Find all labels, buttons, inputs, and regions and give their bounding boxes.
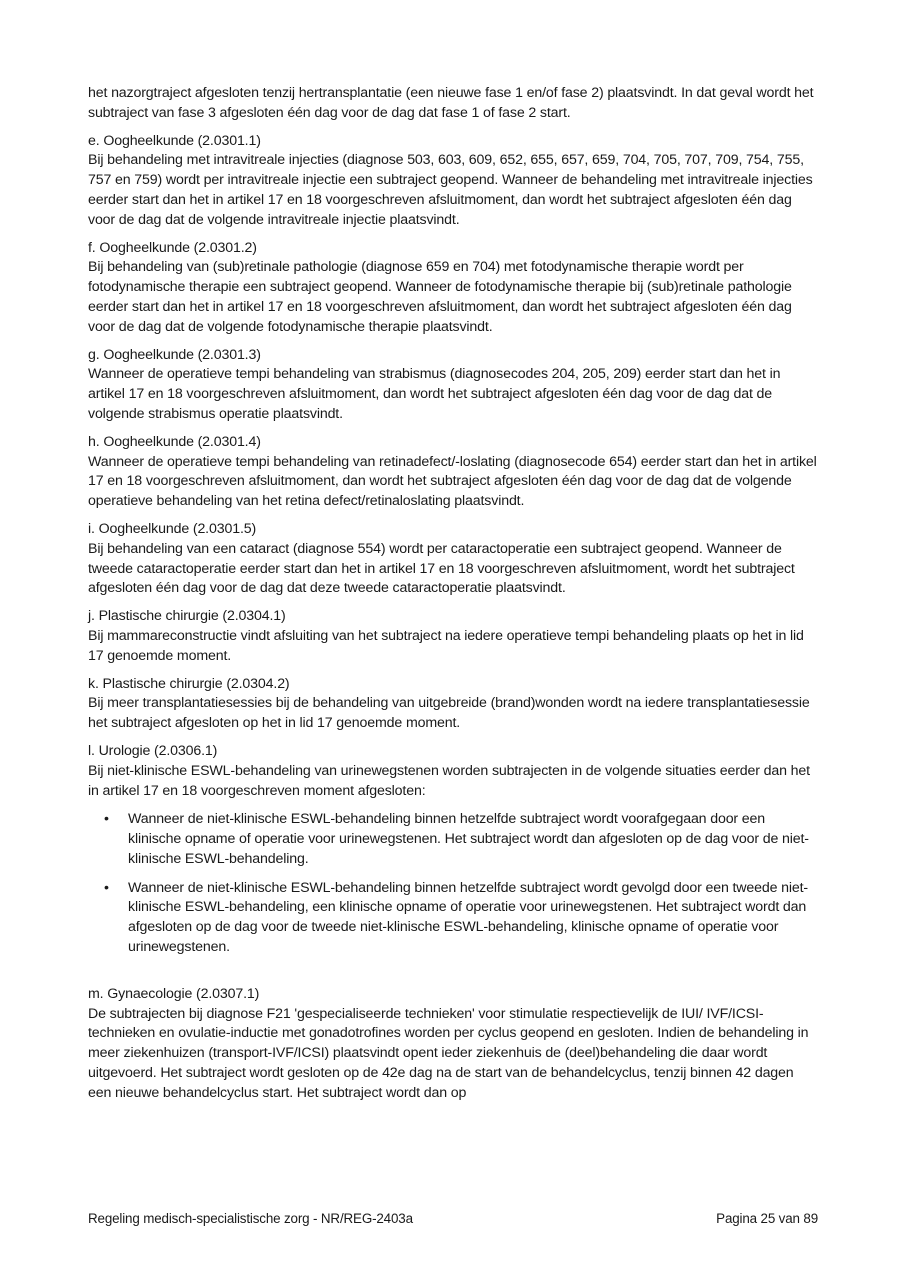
spacer bbox=[88, 967, 818, 985]
list-item-text: Wanneer de niet-klinische ESWL-behandeling binnen hetzelfde subtraject wordt voorafgegaan door een klinische opname of operatie voor urinewegstenen. Het subtraject wordt dan afgesloten op de dag voor de niet-klinische ESWL-behandeling. bbox=[128, 811, 809, 867]
section-heading: j. Plastische chirurgie (2.0304.1) bbox=[88, 608, 286, 625]
section-body: Bij niet-klinische ESWL-behandeling van urinewegstenen worden subtrajecten in de volgende situaties eerder dan het in artikel 17 en 18 voorgeschreven moment afgesloten: bbox=[88, 762, 810, 799]
bullet-icon: • bbox=[104, 879, 109, 896]
section-body: Wanneer de operatieve tempi behandeling van strabismus (diagnosecodes 204, 205, 209) eerder start dan het in artikel 17 en 18 voorgeschreven afsluitmoment, dan wordt het subtraject afgesloten één dag voor de dag dat de volgende strabismus operatie plaatsvindt. bbox=[88, 366, 781, 422]
section-l bbox=[88, 742, 818, 958]
intro-paragraph: het nazorgtraject afgesloten tenzij hertransplantatie (een nieuwe fase 1 en/of fase 2) plaatsvindt. In dat geval wordt het subtraject van fase 3 afgesloten één dag voor de dag dat fase 1 of fase 2 start. bbox=[88, 85, 814, 121]
section-body: Wanneer de operatieve tempi behandeling van retinadefect/-loslating (diagnosecode 654) eerder start dan het in artikel 17 en 18 voorgeschreven afsluitmoment, dan wordt het subtraject afgesloten één dag voor de dag dat de volgende operatieve behandeling van het retina defect/retinaloslating plaatsvindt. bbox=[88, 453, 817, 510]
section-k bbox=[88, 675, 818, 734]
bullet-icon: • bbox=[104, 811, 109, 828]
section-body: Bij behandeling met intravitreale injecties (diagnose 503, 603, 609, 652, 655, 657, 659, 704, 705, 707, 709, 754, 755, 757 en 759) wordt per intravitreale injectie een subtraject geopend. Wanneer de behandeling met intravitreale injecties eerder start dan het in artikel 17 en 18 voorgeschreven afsluitmoment, dan wordt het subtraject afgesloten één dag voor de dag dat de volgende intravitreale injectie plaatsvindt. bbox=[88, 152, 813, 228]
list-item-text: Wanneer de niet-klinische ESWL-behandeling binnen hetzelfde subtraject wordt gevolgd door een tweede niet-klinische ESWL-behandeling, een klinische opname of operatie voor urinewegstenen. Het subtraject wordt dan afgesloten op de dag voor de tweede niet-klinische ESWL-behandeling, klinische opname of operatie voor urinewegstenen. bbox=[128, 879, 808, 956]
footer-document-title: Regeling medisch-specialistische zorg - NR/REG-2403a bbox=[88, 1211, 413, 1226]
page-number: Pagina 25 van 89 bbox=[716, 1211, 818, 1226]
document-page bbox=[88, 84, 818, 1112]
section-heading: e. Oogheelkunde (2.0301.1) bbox=[88, 132, 261, 149]
section-body: De subtrajecten bij diagnose F21 'gespecialiseerde technieken' voor stimulatie respectievelijk de IUI/ IVF/ICSI-technieken en ovulatie-inductie met gonadotrofines worden per cyclus geopend en gesloten. Indien de behandeling in meer ziekenhuizen (transport-IVF/ICSI) plaatsvindt opent ieder ziekenhuis de (deel)behandeling die daar wordt uitgevoerd. Het subtraject wordt gesloten op de 42e dag na de start van de behandelcyclus, tenzij binnen 42 dagen een nieuwe behandelcyclus start. Het subtraject wordt dan op bbox=[88, 1005, 809, 1101]
section-h bbox=[88, 433, 818, 512]
section-heading: l. Urologie (2.0306.1) bbox=[88, 742, 218, 759]
section-body: Bij meer transplantatiesessies bij de behandeling van uitgebreide (brand)wonden wordt na iedere transplantatiesessie het subtraject afgesloten op het in lid 17 genoemde moment. bbox=[88, 695, 810, 732]
section-i bbox=[88, 520, 818, 599]
section-body: Bij behandeling van een cataract (diagnose 554) wordt per cataractoperatie een subtraject geopend. Wanneer de tweede cataractoperatie eerder start dan het in artikel 17 en 18 voorgeschreven afsluitmoment, wordt het subtraject afgesloten één dag voor de dag dat deze tweede cataractoperatie plaatsvindt. bbox=[88, 540, 795, 597]
section-body: Bij mammareconstructie vindt afsluiting van het subtraject na iedere operatieve tempi behandeling plaats op het in lid 17 genoemde moment. bbox=[88, 627, 804, 664]
section-heading: h. Oogheelkunde (2.0301.4) bbox=[88, 433, 261, 450]
section-e bbox=[88, 132, 818, 231]
section-g bbox=[88, 346, 818, 425]
section-heading: i. Oogheelkunde (2.0301.5) bbox=[88, 520, 257, 537]
section-heading: g. Oogheelkunde (2.0301.3) bbox=[88, 346, 261, 363]
list-item bbox=[88, 879, 818, 958]
page-footer bbox=[88, 1210, 818, 1228]
section-heading: m. Gynaecologie (2.0307.1) bbox=[88, 985, 260, 1002]
section-f bbox=[88, 239, 818, 338]
section-body: Bij behandeling van (sub)retinale pathologie (diagnose 659 en 704) met fotodynamische therapie wordt per fotodynamische therapie een subtraject geopend. Wanneer de fotodynamische therapie bij (sub)retinale pathologie eerder start dan het in artikel 17 en 18 voorgeschreven afsluitmoment, dan wordt het subtraject afgesloten één dag voor de dag dat de volgende fotodynamische therapie plaatsvindt. bbox=[88, 259, 792, 335]
section-heading: k. Plastische chirurgie (2.0304.2) bbox=[88, 675, 290, 692]
list-item bbox=[88, 810, 818, 869]
section-j bbox=[88, 607, 818, 666]
bullet-list bbox=[88, 810, 818, 958]
section-heading: f. Oogheelkunde (2.0301.2) bbox=[88, 239, 257, 256]
section-m bbox=[88, 985, 818, 1104]
